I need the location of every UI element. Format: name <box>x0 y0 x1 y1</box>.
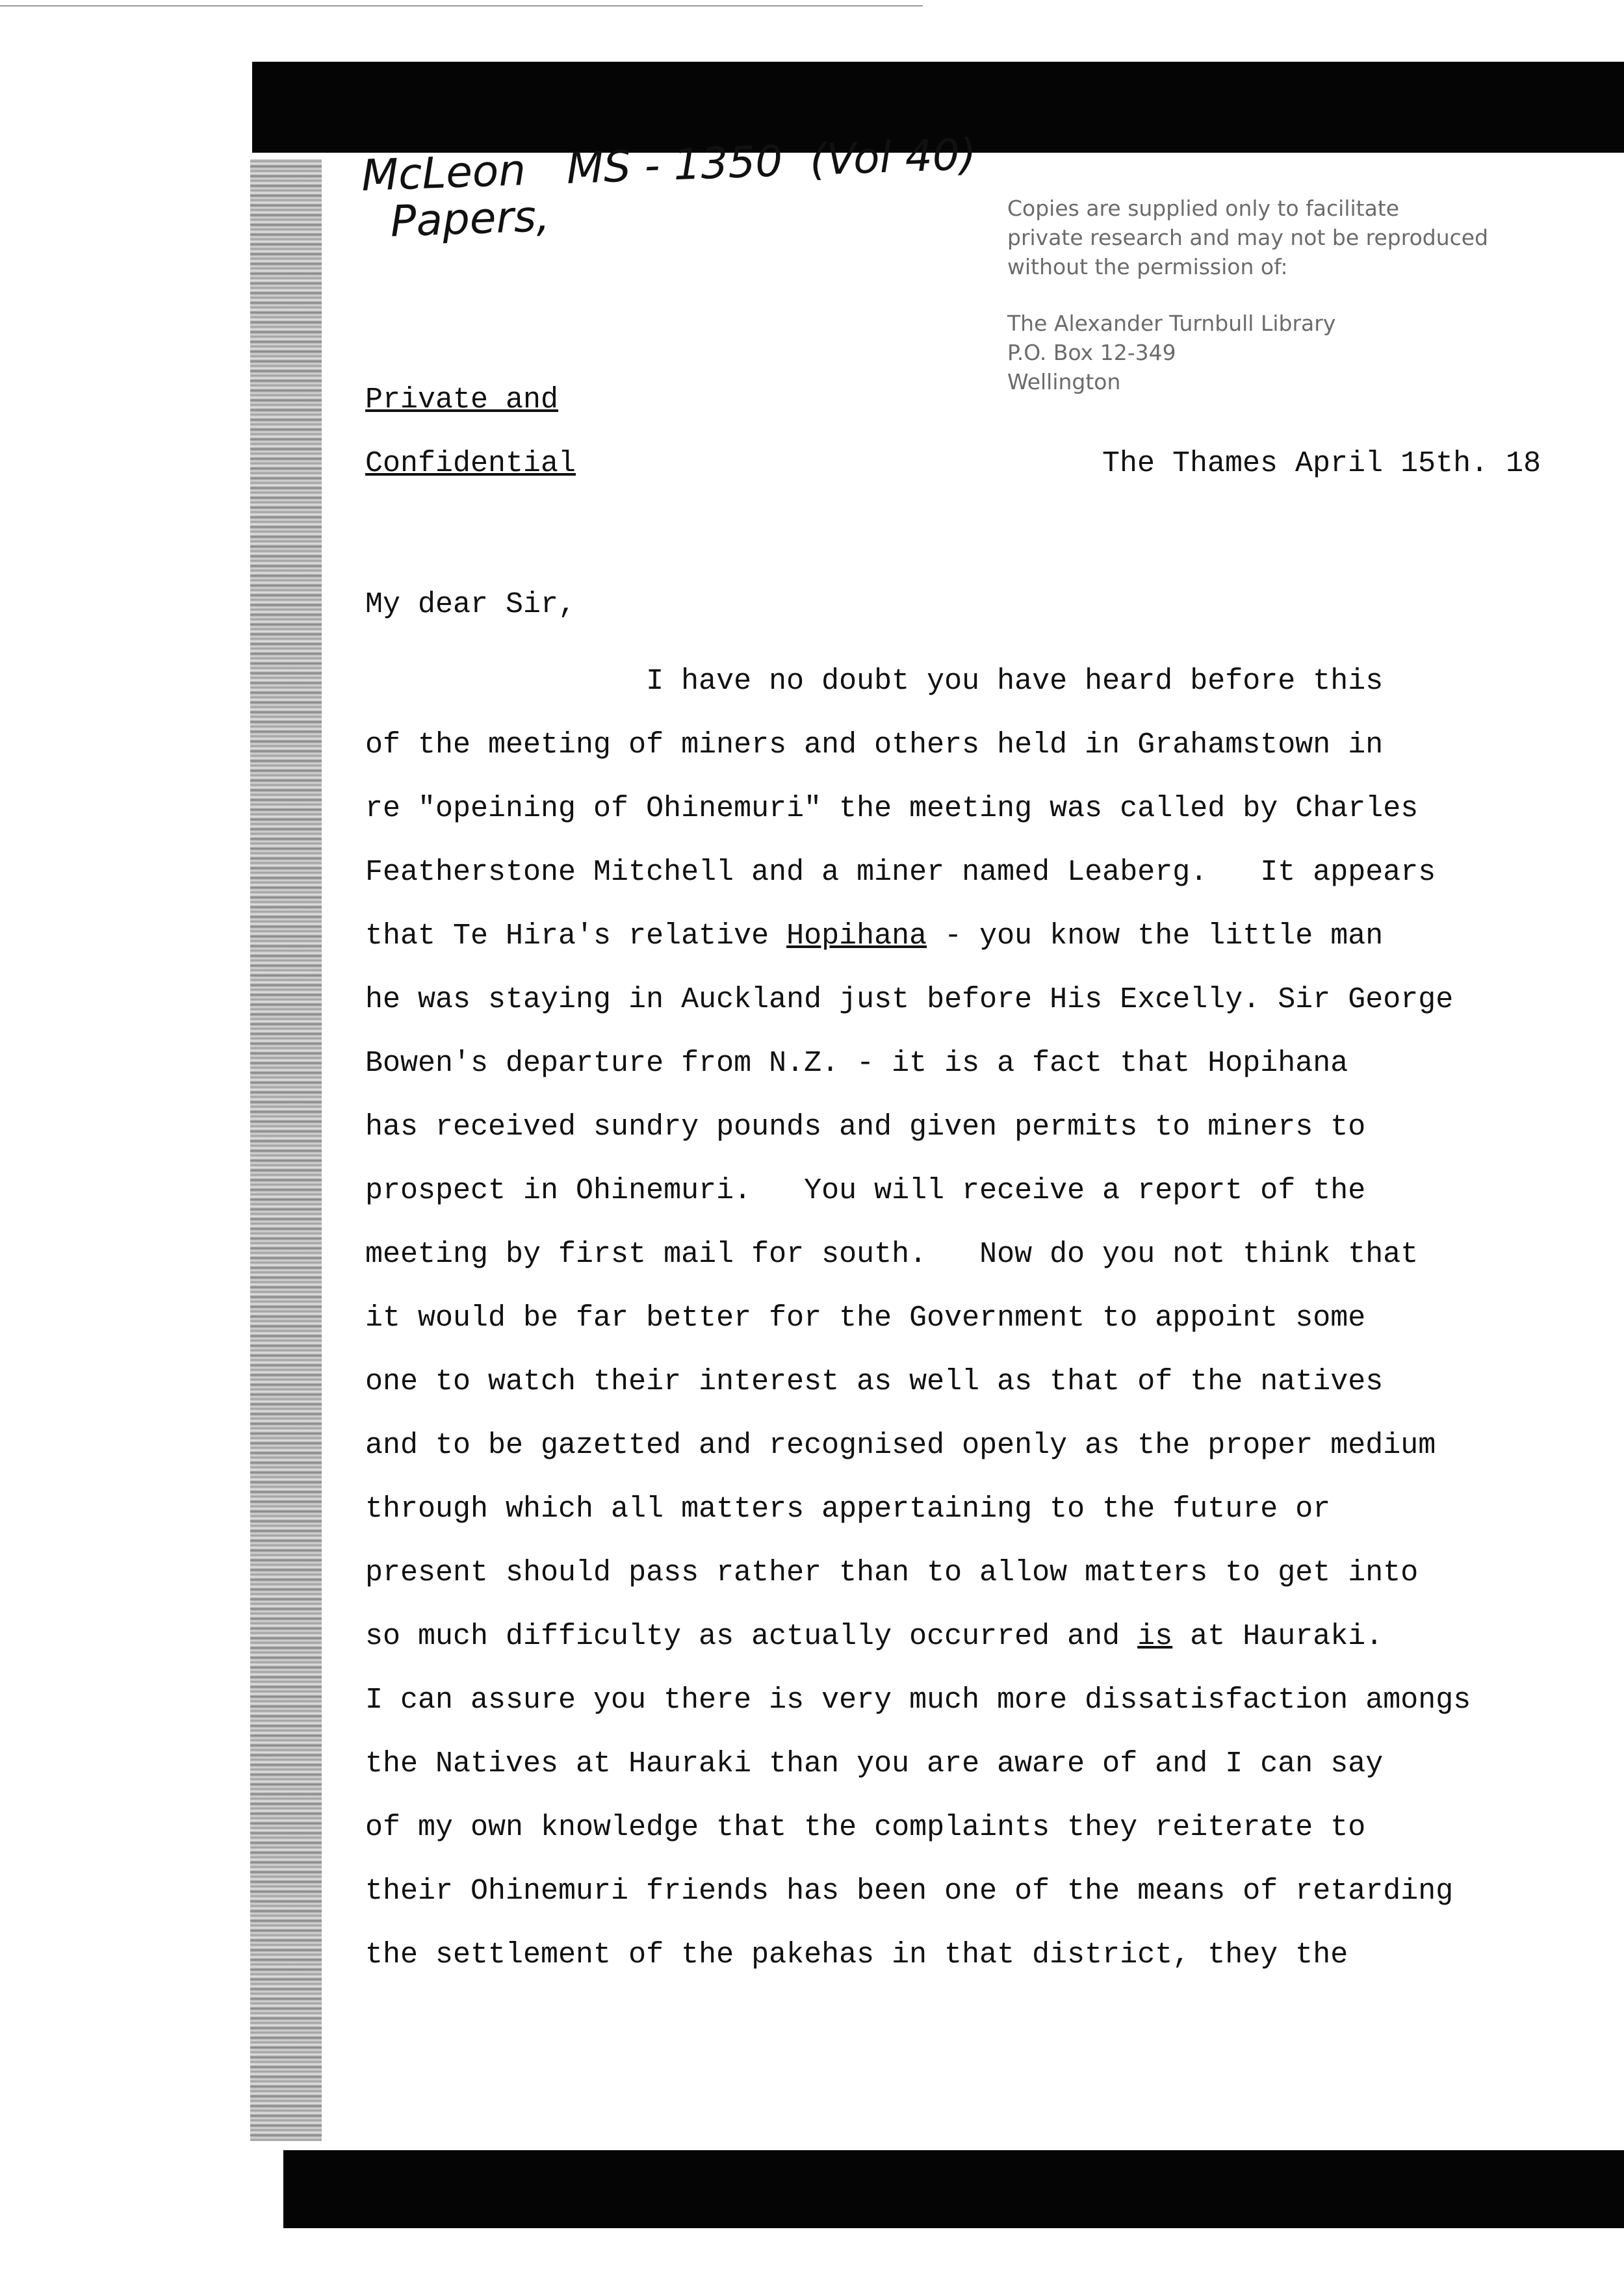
letter-line: prospect in Ohinemuri. You will receive a report of the <box>365 1174 1366 1207</box>
archive-reference-line-2: Papers, <box>362 190 551 248</box>
stamp-line-1: Copies are supplied only to facilitate <box>1007 196 1400 221</box>
letter-line: present should pass rather than to allow matters to get into <box>365 1556 1419 1589</box>
letter-heading-private: Private and <box>365 383 559 417</box>
letter-line: so much difficulty as actually occurred and is at Hauraki. <box>365 1620 1384 1653</box>
letter-line: meeting by first mail for south. Now do you not think that <box>365 1238 1419 1271</box>
page-binding-shadow <box>250 159 322 2141</box>
letter-dateline: The Thames April 15th. 18 <box>1102 447 1541 480</box>
stamp-line-2: private research and may not be reproduced <box>1007 225 1489 250</box>
letter-line: he was staying in Auckland just before His Excelly. Sir George <box>365 983 1454 1016</box>
letter-line: their Ohinemuri friends has been one of the means of retarding <box>365 1875 1454 1908</box>
letter-line: I have no doubt you have heard before this <box>365 665 1384 698</box>
letter-line: I can assure you there is very much more dissatisfaction amongs <box>365 1684 1471 1717</box>
letter-heading-confidential: Confidential <box>365 447 576 480</box>
letter-line: re "opeining of Ohinemuri" the meeting was called by Charles <box>365 792 1419 825</box>
letter-line: through which all matters appertaining to the future or <box>365 1493 1331 1526</box>
letter-body <box>365 650 1624 1987</box>
letter-line: and to be gazetted and recognised openly as the proper medium <box>365 1429 1436 1462</box>
letter-line: one to watch their interest as well as that of the natives <box>365 1365 1384 1398</box>
letter-line: Featherstone Mitchell and a miner named Leaberg. It appears <box>365 856 1436 889</box>
stamp-line-5: P.O. Box 12-349 <box>1007 340 1176 365</box>
letter-line: of the meeting of miners and others held in Grahamstown in <box>365 728 1384 762</box>
letter-line: the Natives at Hauraki than you are aware of and I can say <box>365 1747 1384 1780</box>
letter-line: the settlement of the pakehas in that district, they the <box>365 1938 1348 1971</box>
stamp-line-6: Wellington <box>1007 369 1121 394</box>
letter-line: that Te Hira's relative Hopihana - you know the little man <box>365 919 1384 953</box>
stamp-line-4: The Alexander Turnbull Library <box>1007 311 1336 336</box>
letter-line: has received sundry pounds and given permits to miners to <box>365 1111 1366 1144</box>
copyright-stamp <box>1007 194 1560 396</box>
stamp-line-3: without the permission of: <box>1007 254 1288 279</box>
archive-reference-line-1: McLeon MS - 1350 (Vol 40) <box>360 129 977 201</box>
letter-salutation: My dear Sir, <box>365 588 576 621</box>
letter-line: of my own knowledge that the complaints they reiterate to <box>365 1811 1366 1844</box>
letter-line: Bowen's departure from N.Z. - it is a fact that Hopihana <box>365 1047 1348 1080</box>
scan-edge-line <box>0 5 923 6</box>
letter-line: it would be far better for the Government to appoint some <box>365 1302 1366 1335</box>
handwritten-archive-reference <box>361 131 979 246</box>
scan-bottom-border <box>283 2150 1624 2228</box>
